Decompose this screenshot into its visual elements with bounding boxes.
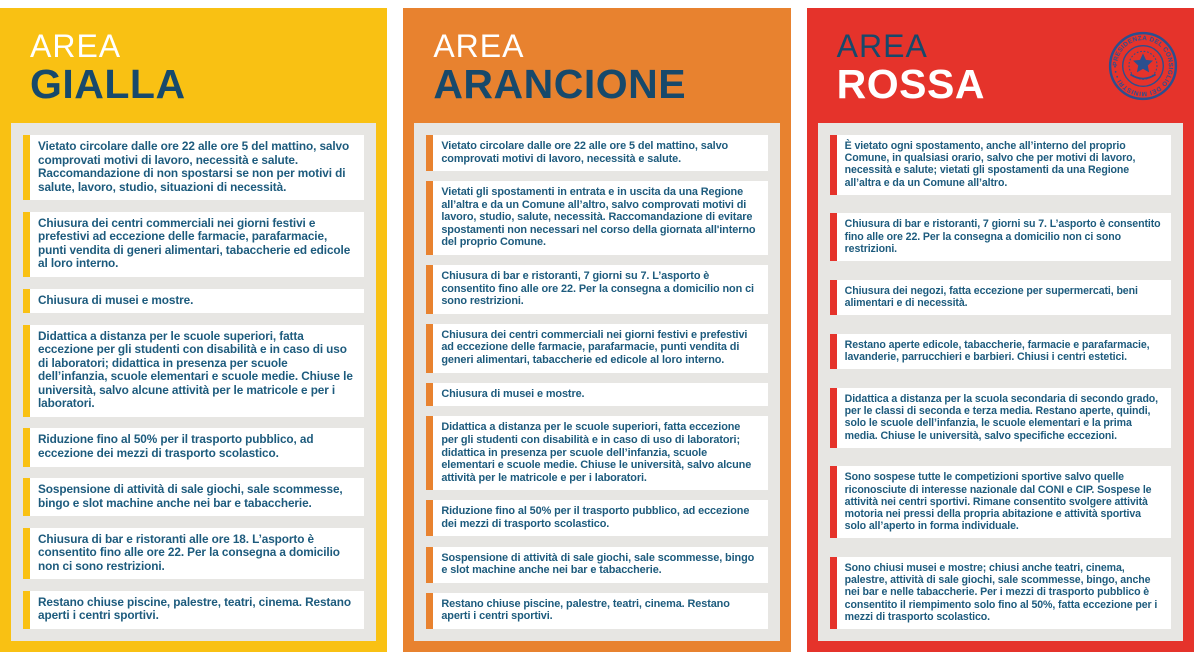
- restriction-text: Didattica a distanza per le scuole superiori, fatta eccezione per gli studenti con disabilità e in caso di uso di laboratori; didattica in presenza per scuole dell’infanzia, scuole elementari e scuole medie. Chiuse le università, salvo alcune attività per le matricole e per i laboratori.: [441, 421, 752, 484]
- restriction-card: [23, 428, 364, 466]
- restriction-card: [830, 466, 1171, 538]
- restriction-card: [426, 181, 767, 255]
- zone-rossa: [807, 8, 1194, 652]
- restriction-card: [426, 135, 767, 171]
- restriction-text: Chiusura dei negozi, fatta eccezione per supermercati, beni alimentari e di necessità.: [844, 284, 1138, 309]
- restriction-card: [426, 593, 767, 629]
- zone-arancione-header: [403, 8, 790, 123]
- restriction-text: Chiusura di musei e mostre.: [38, 292, 194, 307]
- restriction-text: Chiusura dei centri commerciali nei giorni festivi e prefestivi ad eccezione delle farmacie, parafarmacie, punti vendita di generi alimentari, tabaccherie ed edicole al loro interno.: [38, 215, 351, 271]
- restriction-text: Sono chiusi musei e mostre; chiusi anche teatri, cinema, palestre, attività di sale giochi, sale scommesse, bingo, anche nei bar e nelle tabaccherie. Per i mezzi di trasporto pubblico è consentito il riempimento solo fino al 50%, fatta eccezione per i mezzi di trasporto scolastico.: [844, 562, 1158, 623]
- restriction-text: Chiusura di musei e mostre.: [441, 387, 585, 400]
- zone-rossa-header: [807, 8, 1194, 123]
- restriction-card: [426, 416, 767, 490]
- restriction-card: [830, 557, 1171, 629]
- zone-gialla-header: [0, 8, 387, 123]
- restriction-text: Restano chiuse piscine, palestre, teatri, cinema. Restano aperti i centri sportivi.: [441, 597, 730, 623]
- zone-gialla: [0, 8, 387, 652]
- government-seal-icon: [1108, 31, 1178, 101]
- restriction-card: [23, 289, 364, 314]
- zone-arancione: [403, 8, 790, 652]
- restriction-card: [23, 325, 364, 417]
- zone-gialla-title: [30, 29, 186, 106]
- zone-title-name: ROSSA: [836, 61, 985, 107]
- restriction-card: [830, 334, 1171, 369]
- covid-zones-infographic: [0, 8, 1194, 652]
- restriction-card: [426, 383, 767, 407]
- zone-arancione-panel: [414, 123, 779, 641]
- restriction-card: [426, 547, 767, 583]
- zone-rossa-title: [837, 29, 985, 106]
- restriction-text: Vietati gli spostamenti in entrata e in uscita da una Regione all’altra e da un Comune all’altro, salvo comprovati motivi di lavoro, studio, salute, necessità. Raccomandazione di evitare spostamenti non necessari nel corso della giornata all'interno del proprio Comune.: [441, 186, 756, 249]
- restriction-card: [830, 135, 1171, 195]
- restriction-card: [426, 324, 767, 373]
- restriction-text: Sospensione di attività di sale giochi, sale scommesse, bingo e slot machine anche nei bar e tabaccherie.: [38, 482, 343, 510]
- restriction-card: [23, 478, 364, 516]
- restriction-card: [426, 265, 767, 314]
- zone-title-name: ARANCIONE: [433, 61, 687, 107]
- zone-title-area: AREA: [30, 28, 122, 64]
- zone-title-area: AREA: [433, 28, 525, 64]
- restriction-card: [23, 528, 364, 580]
- restriction-text: È vietato ogni spostamento, anche all’interno del proprio Comune, in qualsiasi orario, salvo che per motivi di lavoro, necessità e salute; vietati gli spostamenti da una Regione all’altra e da un Comune all’altro.: [844, 140, 1136, 189]
- restriction-text: Restano aperte edicole, tabaccherie, farmacie e parafarmacie, lavanderie, parrucchieri e barbieri. Chiusi i centri estetici.: [844, 338, 1150, 364]
- zone-rossa-panel: [818, 123, 1183, 641]
- restriction-card: [23, 212, 364, 277]
- zone-gialla-panel: [11, 123, 376, 641]
- svg-text:PRESIDENZA DEL CONSIGLIO DEI M: PRESIDENZA DEL CONSIGLIO DEI MINISTRI • • •: [1112, 35, 1174, 97]
- restriction-card: [426, 500, 767, 536]
- restriction-card: [830, 280, 1171, 315]
- restriction-text: Chiusura di bar e ristoranti, 7 giorni su 7. L’asporto è consentito fino alle ore 22. Per la consegna a domicilio non ci sono restrizioni.: [844, 218, 1161, 255]
- restriction-card: [23, 135, 364, 200]
- restriction-text: Vietato circolare dalle ore 22 alle ore 5 del mattino, salvo comprovati motivi di lavoro, necessità e salute.: [441, 140, 729, 165]
- restriction-card: [830, 388, 1171, 448]
- restriction-text: Vietato circolare dalle ore 22 alle ore 5 del mattino, salvo comprovati motivi di lavoro, necessità e salute. Raccomandazione di non spostarsi se non per motivi di salute, lavoro, studio, situazioni di necessità.: [38, 139, 350, 194]
- zone-title-name: GIALLA: [30, 61, 186, 107]
- restriction-text: Sono sospese tutte le competizioni sportive salvo quelle riconosciute di interesse nazionale dal CONI e CIP. Sospese le attività nei centri sportivi. Rimane consentito svolgere attività motoria nei pressi della propria abitazione e attività sportiva solo all’aperto in forma individuale.: [844, 471, 1152, 533]
- restriction-text: Restano chiuse piscine, palestre, teatri, cinema. Restano aperti i centri sportivi.: [38, 594, 351, 623]
- zone-title-area: AREA: [836, 28, 928, 64]
- restriction-text: Sospensione di attività di sale giochi, sale scommesse, bingo e slot machine anche nei bar e tabaccherie.: [441, 551, 755, 577]
- restriction-card: [830, 213, 1171, 261]
- restriction-text: Chiusura dei centri commerciali nei giorni festivi e prefestivi ad eccezione delle farmacie, parafarmacie, punti vendita di generi alimentari, tabaccherie ed edicole al loro interno.: [441, 328, 748, 366]
- restriction-text: Didattica a distanza per la scuola secondaria di secondo grado, per le classi di seconda e terza media. Restano aperte, quindi, solo le scuole dell’infanzia, le scuole elementari e la prima media. Chiuse le università, salvo specifiche eccezioni.: [844, 393, 1159, 442]
- restriction-text: Riduzione fino al 50% per il trasporto pubblico, ad eccezione dei mezzi di trasporto scolastico.: [38, 432, 314, 460]
- restriction-card: [23, 591, 364, 629]
- restriction-text: Chiusura di bar e ristoranti, 7 giorni su 7. L’asporto è consentito fino alle ore 22. Per la consegna a domicilio non ci sono restrizioni.: [441, 270, 754, 308]
- restriction-text: Didattica a distanza per le scuole superiori, fatta eccezione per gli studenti con disabilità e in caso di uso di laboratori; didattica in presenza per scuole dell’infanzia, scuole elementari e scuole medie. Chiuse le università, salvo alcune attività per le matricole e per i laboratori.: [38, 328, 353, 411]
- zone-arancione-title: [433, 29, 686, 106]
- restriction-text: Chiusura di bar e ristoranti alle ore 18. L’asporto è consentito fino alle ore 22. Per la consegna a domicilio non ci sono restrizioni.: [38, 531, 340, 573]
- restriction-text: Riduzione fino al 50% per il trasporto pubblico, ad eccezione dei mezzi di trasporto scolastico.: [441, 505, 750, 530]
